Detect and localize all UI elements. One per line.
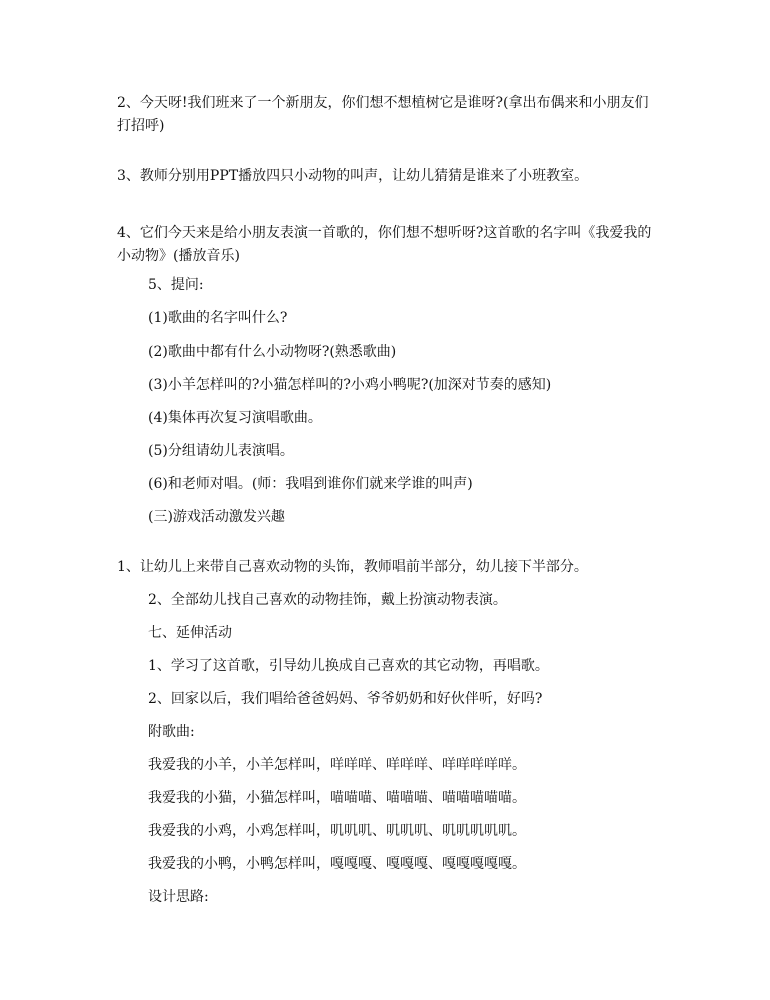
paragraph-3-ppt-sounds: 3、教师分别用PPT播放四只小动物的叫声，让幼儿猜猜是谁来了小班教室。 xyxy=(117,168,589,184)
question-3: (3)小羊怎样叫的?小猫怎样叫的?小鸡小鸭呢?(加深对节奏的感知) xyxy=(148,377,552,393)
question-2: (2)歌曲中都有什么小动物呀?(熟悉歌曲) xyxy=(148,344,397,360)
question-1: (1)歌曲的名字叫什么? xyxy=(148,310,288,326)
game-step-2: 2、全部幼儿找自己喜欢的动物挂饰，戴上扮演动物表演。 xyxy=(148,592,507,608)
song-line-duck: 我爱我的小鸭，小鸭怎样叫，嘎嘎嘎、嘎嘎嘎、嘎嘎嘎嘎嘎。 xyxy=(148,856,526,872)
section-seven-heading: 七、延伸活动 xyxy=(148,625,232,641)
paragraph-5-questions: 5、提问: xyxy=(148,277,204,293)
song-line-chick: 我爱我的小鸡，小鸡怎样叫，叽叽叽、叽叽叽、叽叽叽叽叽。 xyxy=(148,823,526,839)
extension-step-1: 1、学习了这首歌，引导幼儿换成自己喜欢的其它动物，再唱歌。 xyxy=(148,658,549,674)
extension-step-2: 2、回家以后，我们唱给爸爸妈妈、爷爷奶奶和好伙伴听，好吗? xyxy=(148,691,543,707)
design-thoughts-heading: 设计思路: xyxy=(148,889,209,905)
paragraph-4-song-intro: 4、它们今天来是给小朋友表演一首歌的，你们想不想听呀?这首歌的名字叫《我爱我的小动物》(播放音乐) xyxy=(117,225,652,264)
question-4: (4)集体再次复习演唱歌曲。 xyxy=(148,410,322,426)
song-line-cat: 我爱我的小猫，小猫怎样叫，喵喵喵、喵喵喵、喵喵喵喵喵。 xyxy=(148,790,526,806)
question-5: (5)分组请幼儿表演唱。 xyxy=(148,443,294,459)
song-heading: 附歌曲: xyxy=(148,724,195,740)
game-step-1: 1、让幼儿上来带自己喜欢动物的头饰，教师唱前半部分，幼儿接下半部分。 xyxy=(117,559,588,575)
paragraph-2-intro-friend: 2、今天呀!我们班来了一个新朋友，你们想不想植树它是谁呀?(拿出布偶来和小朋友们打招呼) xyxy=(117,95,649,134)
question-6: (6)和老师对唱。(师：我唱到谁你们就来学谁的叫声) xyxy=(148,476,473,492)
song-line-lamb: 我爱我的小羊，小羊怎样叫，咩咩咩、咩咩咩、咩咩咩咩咩。 xyxy=(148,757,526,773)
section-three-heading: (三)游戏活动激发兴趣 xyxy=(148,509,285,525)
